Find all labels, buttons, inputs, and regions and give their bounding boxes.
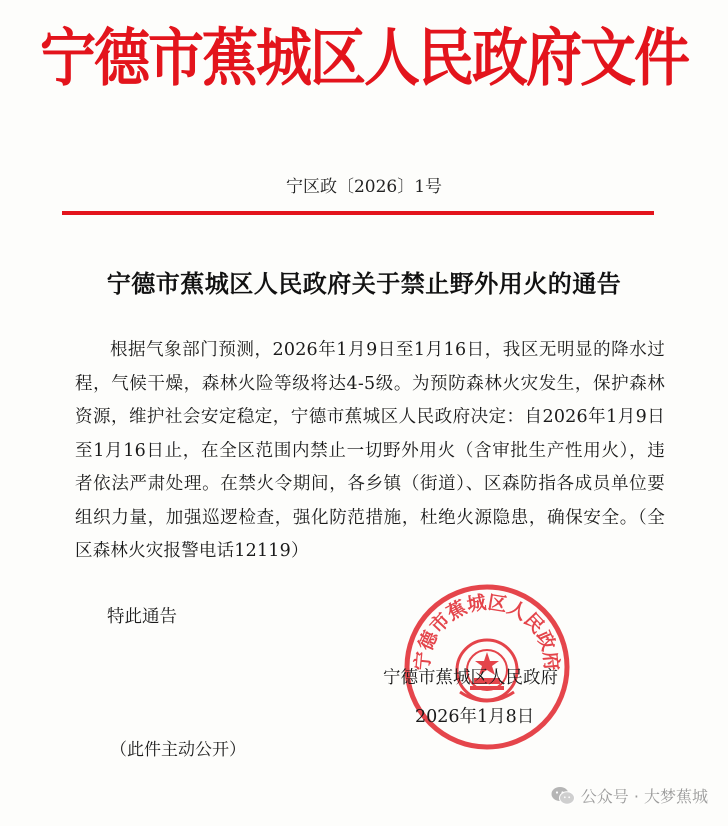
red-divider-rule	[62, 211, 654, 215]
document-number: 宁区政〔2026〕1号	[285, 177, 443, 197]
platform-watermark	[551, 784, 708, 807]
svg-text:宁德市蕉城区人民政府: 宁德市蕉城区人民政府	[411, 591, 563, 672]
watermark-text: 公众号 · 大梦蕉城	[580, 787, 708, 806]
document-title: 宁德市蕉城区人民政府关于禁止野外用火的通告	[106, 269, 622, 298]
disclosure-note: （此件主动公开）	[110, 740, 246, 760]
document-body	[75, 334, 665, 569]
issuing-authority: 宁德市蕉城区人民政府	[383, 668, 558, 688]
closing-phrase: 特此通告	[107, 607, 177, 627]
document-masthead: 宁德市蕉城区人民政府文件	[40, 21, 688, 96]
body-paragraph: 根据气象部门预测，2026年1月9日至1月16日，我区无明显的降水过程，气候干燥，森林火险等级将达4-5级。为预防森林火灾发生，保护森林资源，维护社会安定稳定，宁德市蕉城区人民政府决定：自2026年1月9日至1月16日止，在全区范围内禁止一切野外用火（含审批生产性用火），违者依法严肃处理。在禁火令期间，各乡镇（街道）、区森防指各成员单位要组织力量，加强巡逻检查，强化防范措施，杜绝火源隐患，确保安全。（全区森林火灾报警电话12119）	[75, 340, 665, 561]
issue-date: 2026年1月8日	[415, 707, 535, 727]
wechat-icon	[551, 786, 575, 806]
